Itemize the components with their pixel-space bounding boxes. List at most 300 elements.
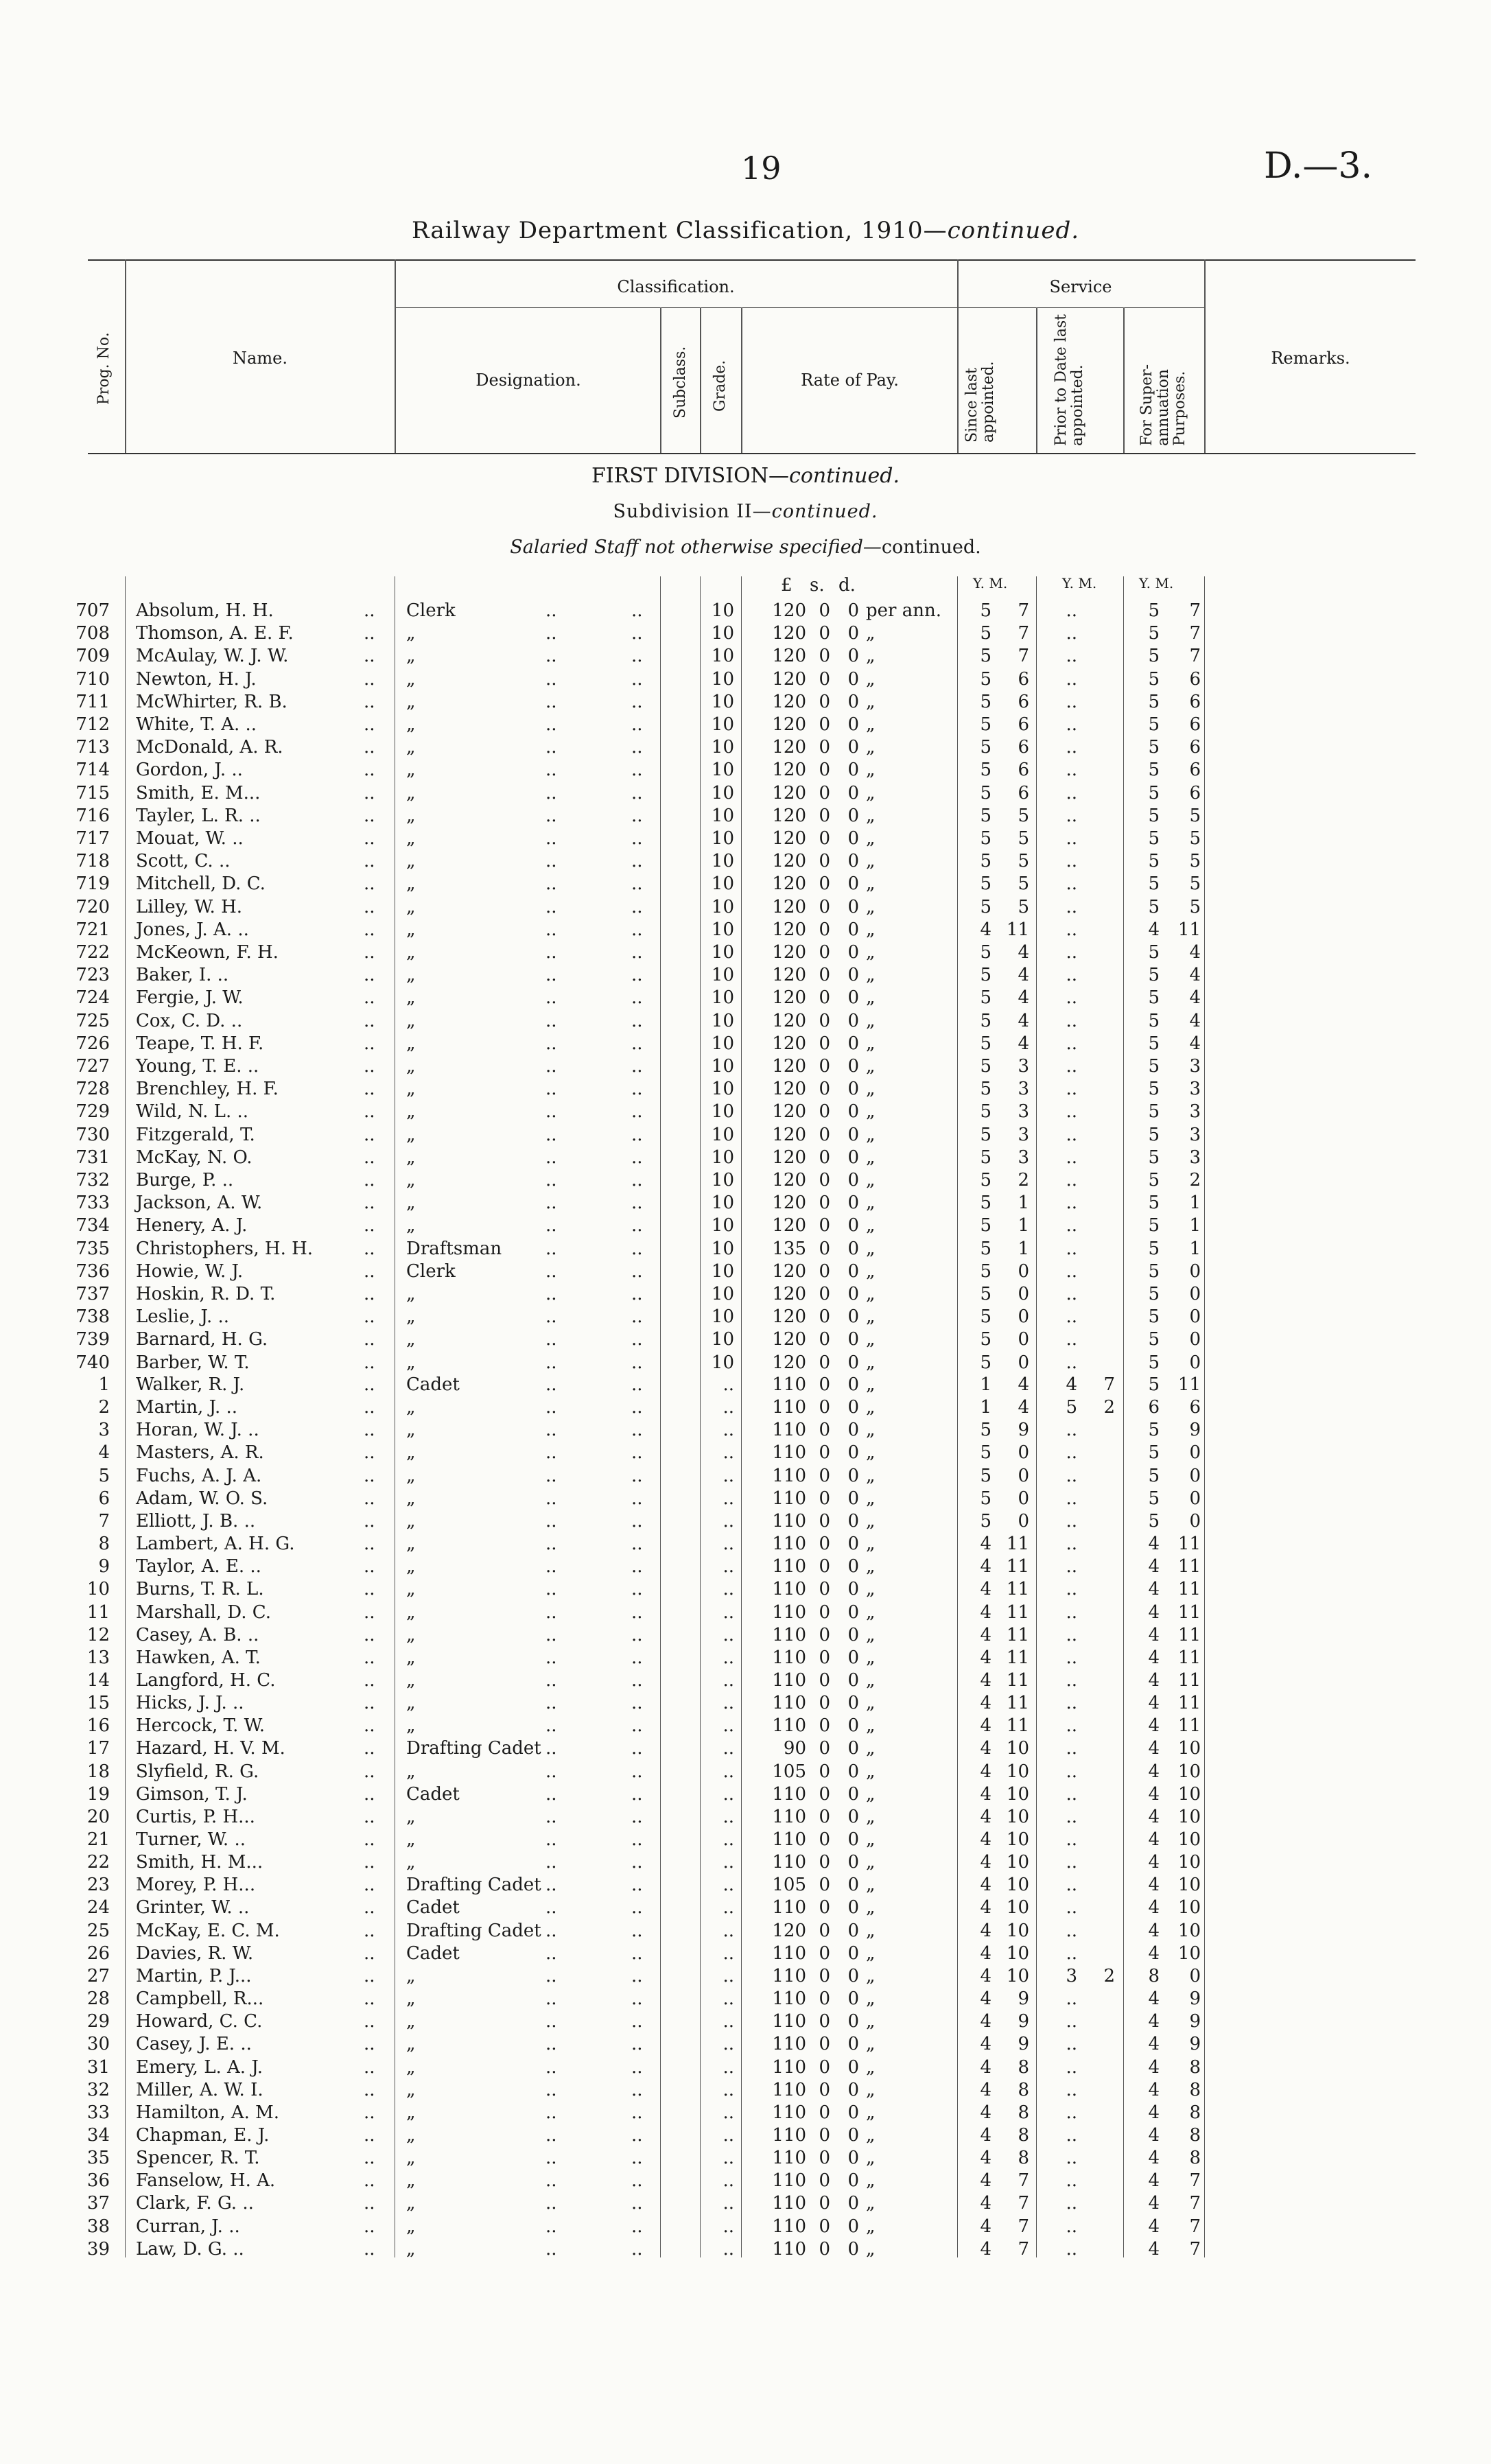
pay-shillings: 0	[819, 1761, 830, 1782]
super-years: 5	[1148, 965, 1160, 986]
super-months: 5	[1189, 828, 1201, 849]
prior-years: ..	[1066, 873, 1077, 895]
super-months: 4	[1189, 987, 1201, 1009]
pay-pounds: 120	[772, 691, 806, 712]
since-months: 0	[1018, 1329, 1029, 1350]
leader-dots: ..	[631, 1420, 643, 1441]
since-months: 8	[1018, 2102, 1029, 2123]
prior-years: ..	[1066, 1147, 1077, 1168]
employee-name: Casey, J. E. ..	[136, 2034, 252, 2055]
employee-name: Hoskin, R. D. T.	[136, 1284, 276, 1304]
since-years: 5	[980, 737, 991, 758]
title-main: Railway Department Classification, 1910—	[411, 217, 948, 244]
since-years: 4	[980, 2034, 991, 2055]
prior-years: ..	[1066, 1033, 1077, 1054]
leader-dots: ..	[545, 1488, 557, 1509]
pay-period: „	[866, 2124, 876, 2146]
pay-pounds: 120	[772, 1284, 806, 1304]
header-subclass: Subclass.	[672, 346, 689, 419]
pay-shillings: 0	[819, 1397, 830, 1418]
pay-pounds: 110	[772, 2011, 806, 2032]
pay-shillings: 0	[819, 1624, 830, 1645]
division-heading	[0, 464, 1491, 488]
table-row	[0, 2147, 1491, 2170]
pay-pounds: 110	[772, 1829, 806, 1850]
prior-years: ..	[1066, 1943, 1077, 1964]
pay-pence: 0	[847, 2124, 859, 2146]
prior-years: ..	[1066, 623, 1077, 644]
prior-years: ..	[1066, 1306, 1077, 1328]
pay-shillings: 0	[819, 1238, 830, 1259]
prog-number: 23	[86, 1875, 110, 1896]
since-months: 6	[1018, 737, 1029, 758]
leader-dots: ..	[631, 1806, 643, 1827]
since-months: 10	[1006, 1852, 1029, 1873]
pay-pence: 0	[847, 2216, 859, 2237]
prior-months: 7	[1103, 1374, 1115, 1395]
leader-dots: ..	[364, 1010, 375, 1031]
pay-period: „	[866, 1147, 876, 1168]
since-years: 5	[980, 1352, 991, 1373]
super-years: 4	[1148, 1579, 1160, 1600]
prog-number: 15	[86, 1693, 110, 1714]
prog-number: 30	[86, 2034, 110, 2055]
staff-label: Salaried Staff not otherwise specified—	[510, 537, 882, 558]
designation: „	[406, 1010, 416, 1031]
pay-pounds: 120	[772, 1920, 806, 1941]
leader-dots: ..	[364, 1193, 375, 1214]
table-row	[0, 919, 1491, 941]
header-remarks: Remarks.	[1271, 349, 1350, 368]
pay-period: „	[866, 668, 876, 690]
since-years: 4	[980, 919, 991, 940]
since-months: 6	[1018, 782, 1029, 803]
leader-dots: ..	[545, 668, 557, 690]
designation: „	[406, 1193, 416, 1214]
super-years: 4	[1148, 1647, 1160, 1668]
since-months: 7	[1018, 2193, 1029, 2214]
prior-years: ..	[1066, 2170, 1077, 2192]
employee-name: Miller, A. W. I.	[136, 2079, 263, 2100]
leader-dots: ..	[631, 1465, 643, 1486]
pay-pounds: 110	[772, 1465, 806, 1486]
leader-dots: ..	[631, 623, 643, 644]
since-months: 10	[1006, 1920, 1029, 1941]
super-months: 10	[1177, 1897, 1201, 1919]
since-years: 5	[980, 1124, 991, 1145]
designation: „	[406, 873, 416, 895]
unit-pence: d.	[838, 575, 856, 596]
prior-years: ..	[1066, 2011, 1077, 2032]
pay-period: „	[866, 805, 876, 826]
leader-dots: ..	[545, 1738, 557, 1759]
since-years: 4	[980, 1852, 991, 1873]
table-row	[0, 850, 1491, 873]
prog-number: 735	[75, 1238, 110, 1259]
pay-period: „	[866, 2170, 876, 2192]
super-months: 7	[1189, 2216, 1201, 2237]
pay-period: „	[866, 1442, 876, 1464]
employee-name: Martin, P. J...	[136, 1965, 252, 1986]
since-months: 2	[1018, 1170, 1029, 1190]
since-years: 5	[980, 1465, 991, 1486]
super-years: 5	[1148, 1284, 1160, 1304]
pay-period: „	[866, 1875, 876, 1896]
leader-dots: ..	[545, 2216, 557, 2237]
grade: 10	[711, 1056, 734, 1077]
pay-period: „	[866, 1920, 876, 1941]
since-months: 11	[1006, 1693, 1029, 1714]
prog-number: 714	[75, 760, 110, 781]
prior-years: ..	[1066, 1556, 1077, 1577]
since-months: 3	[1018, 1147, 1029, 1168]
grade: ..	[723, 1875, 734, 1896]
since-years: 4	[980, 1647, 991, 1668]
table-row	[0, 1374, 1491, 1396]
super-months: 9	[1189, 2034, 1201, 2055]
pay-pence: 0	[847, 2148, 859, 2169]
table-row	[0, 1124, 1491, 1147]
since-years: 5	[980, 782, 991, 803]
pay-shillings: 0	[819, 828, 830, 849]
designation: „	[406, 1329, 416, 1350]
pay-shillings: 0	[819, 919, 830, 940]
since-months: 0	[1018, 1465, 1029, 1486]
designation: „	[406, 1806, 416, 1827]
pay-pence: 0	[847, 1965, 859, 1986]
prior-years: ..	[1066, 1852, 1077, 1873]
pay-pence: 0	[847, 737, 859, 758]
leader-dots: ..	[364, 1260, 375, 1282]
leader-dots: ..	[631, 1852, 643, 1873]
pay-shillings: 0	[819, 737, 830, 758]
pay-pence: 0	[847, 668, 859, 690]
pay-shillings: 0	[819, 1442, 830, 1464]
super-years: 4	[1148, 2034, 1160, 2055]
since-months: 3	[1018, 1056, 1029, 1077]
super-months: 9	[1189, 1988, 1201, 2010]
designation: „	[406, 1829, 416, 1850]
super-years: 4	[1148, 2056, 1160, 2078]
table-row	[0, 1260, 1491, 1283]
since-months: 6	[1018, 714, 1029, 735]
since-years: 5	[980, 1147, 991, 1168]
pay-shillings: 0	[819, 1284, 830, 1304]
pay-pence: 0	[847, 782, 859, 803]
pay-period: „	[866, 1647, 876, 1668]
pay-period: „	[866, 1284, 876, 1304]
prog-number: 734	[75, 1215, 110, 1236]
leader-dots: ..	[545, 2056, 557, 2078]
pay-pounds: 110	[772, 2216, 806, 2237]
since-years: 4	[980, 1556, 991, 1577]
grade: 10	[711, 1284, 734, 1304]
designation: „	[406, 1420, 416, 1441]
since-years: 5	[980, 896, 991, 917]
pay-shillings: 0	[819, 1352, 830, 1373]
since-months: 0	[1018, 1260, 1029, 1282]
pay-pence: 0	[847, 1897, 859, 1919]
super-years: 4	[1148, 2148, 1160, 2169]
employee-name: Tayler, L. R. ..	[136, 805, 261, 826]
employee-name: McKay, E. C. M.	[136, 1920, 280, 1941]
designation: Cadet	[406, 1943, 460, 1964]
since-months: 0	[1018, 1488, 1029, 1509]
super-years: 4	[1148, 2079, 1160, 2100]
super-years: 5	[1148, 1124, 1160, 1145]
since-years: 4	[980, 1669, 991, 1691]
leader-dots: ..	[545, 1829, 557, 1850]
leader-dots: ..	[364, 1056, 375, 1077]
pay-pence: 0	[847, 600, 859, 621]
since-years: 5	[980, 1079, 991, 1100]
prog-number: 36	[86, 2170, 110, 2192]
table-row	[0, 805, 1491, 828]
super-months: 3	[1189, 1124, 1201, 1145]
designation: Drafting Cadet	[406, 1875, 541, 1896]
table-row	[0, 1510, 1491, 1533]
leader-dots: ..	[545, 646, 557, 667]
super-months: 8	[1189, 2102, 1201, 2123]
super-years: 5	[1148, 1056, 1160, 1077]
leader-dots: ..	[545, 1647, 557, 1668]
grade: 10	[711, 646, 734, 667]
pay-pence: 0	[847, 1124, 859, 1145]
employee-name: Wild, N. L. ..	[136, 1101, 249, 1123]
since-months: 5	[1018, 828, 1029, 849]
pay-period: „	[866, 2011, 876, 2032]
pay-shillings: 0	[819, 1806, 830, 1827]
pay-pence: 0	[847, 1488, 859, 1509]
super-months: 5	[1189, 851, 1201, 872]
prog-number: 21	[86, 1829, 110, 1850]
pay-pence: 0	[847, 1920, 859, 1941]
pay-pence: 0	[847, 2034, 859, 2055]
prior-years: ..	[1066, 828, 1077, 849]
designation: „	[406, 714, 416, 735]
leader-dots: ..	[631, 1033, 643, 1054]
leader-dots: ..	[545, 1033, 557, 1054]
pay-pounds: 120	[772, 919, 806, 940]
employee-name: Law, D. G. ..	[136, 2238, 244, 2260]
leader-dots: ..	[545, 1715, 557, 1737]
grade: 10	[711, 782, 734, 803]
pay-shillings: 0	[819, 691, 830, 712]
grade: ..	[723, 1920, 734, 1941]
table-row	[0, 1055, 1491, 1078]
leader-dots: ..	[545, 919, 557, 940]
super-months: 11	[1177, 1601, 1201, 1623]
leader-dots: ..	[545, 1352, 557, 1373]
pay-shillings: 0	[819, 782, 830, 803]
prog-number: 717	[75, 828, 110, 849]
prior-years: 5	[1066, 1397, 1077, 1418]
leader-dots: ..	[631, 1783, 643, 1805]
pay-period: „	[866, 714, 876, 735]
super-years: 4	[1148, 1806, 1160, 1827]
super-years: 4	[1148, 1875, 1160, 1896]
leader-dots: ..	[545, 1260, 557, 1282]
since-months: 11	[1006, 1669, 1029, 1691]
leader-dots: ..	[545, 1897, 557, 1919]
employee-name: Burge, P. ..	[136, 1170, 234, 1190]
leader-dots: ..	[631, 2170, 643, 2192]
super-months: 6	[1189, 760, 1201, 781]
pay-shillings: 0	[819, 1556, 830, 1577]
prior-years: ..	[1066, 1488, 1077, 1509]
table-row	[0, 1624, 1491, 1647]
designation: „	[406, 2011, 416, 2032]
prog-number: 28	[86, 1988, 110, 2010]
super-years: 4	[1148, 1783, 1160, 1805]
employee-name: Mitchell, D. C.	[136, 873, 266, 895]
super-months: 0	[1189, 1352, 1201, 1373]
designation: „	[406, 1101, 416, 1123]
employee-name: McKeown, F. H.	[136, 942, 279, 963]
pay-period: „	[866, 1738, 876, 1759]
leader-dots: ..	[364, 873, 375, 895]
pay-period: „	[866, 2148, 876, 2169]
since-months: 9	[1018, 2034, 1029, 2055]
designation: „	[406, 1465, 416, 1486]
pay-period: „	[866, 1624, 876, 1645]
designation: „	[406, 828, 416, 849]
leader-dots: ..	[545, 1397, 557, 1418]
employee-name: Newton, H. J.	[136, 668, 257, 690]
leader-dots: ..	[545, 1442, 557, 1464]
super-months: 7	[1189, 646, 1201, 667]
since-years: 4	[980, 1920, 991, 1941]
grade: ..	[723, 2193, 734, 2214]
prior-years: ..	[1066, 1170, 1077, 1190]
pay-pounds: 120	[772, 1260, 806, 1282]
pay-shillings: 0	[819, 1465, 830, 1486]
since-months: 11	[1006, 1647, 1029, 1668]
designation: „	[406, 1124, 416, 1145]
since-months: 4	[1018, 1374, 1029, 1395]
since-months: 7	[1018, 2216, 1029, 2237]
pay-pence: 0	[847, 1033, 859, 1054]
pay-shillings: 0	[819, 714, 830, 735]
prog-number: 718	[75, 851, 110, 872]
since-months: 5	[1018, 851, 1029, 872]
leader-dots: ..	[631, 1943, 643, 1964]
grade: ..	[723, 1510, 734, 1532]
pay-pounds: 120	[772, 851, 806, 872]
pay-pounds: 110	[772, 1601, 806, 1623]
pay-pence: 0	[847, 1693, 859, 1714]
since-months: 6	[1018, 760, 1029, 781]
since-years: 4	[980, 1943, 991, 1964]
pay-shillings: 0	[819, 2216, 830, 2237]
pay-period: „	[866, 919, 876, 940]
pay-shillings: 0	[819, 2079, 830, 2100]
designation: „	[406, 1715, 416, 1737]
leader-dots: ..	[364, 1510, 375, 1532]
leader-dots: ..	[545, 1284, 557, 1304]
leader-dots: ..	[631, 714, 643, 735]
prog-number: 710	[75, 668, 110, 690]
table-row	[0, 2079, 1491, 2102]
prior-years: ..	[1066, 1715, 1077, 1737]
leader-dots: ..	[364, 1897, 375, 1919]
designation: „	[406, 1965, 416, 1986]
table-row	[0, 1920, 1491, 1943]
pay-shillings: 0	[819, 1715, 830, 1737]
leader-dots: ..	[545, 851, 557, 872]
pay-period: „	[866, 2079, 876, 2100]
employee-name: Smith, H. M...	[136, 1852, 263, 1873]
leader-dots: ..	[545, 2079, 557, 2100]
title-suffix: continued.	[947, 217, 1080, 244]
super-months: 3	[1189, 1056, 1201, 1077]
leader-dots: ..	[364, 1397, 375, 1418]
leader-dots: ..	[631, 1988, 643, 2010]
pay-pounds: 110	[772, 2238, 806, 2260]
table-row	[0, 2238, 1491, 2261]
grade: 10	[711, 691, 734, 712]
header-grade: Grade.	[712, 360, 729, 412]
pay-pence: 0	[847, 1624, 859, 1645]
pay-period: „	[866, 1579, 876, 1600]
prior-years: ..	[1066, 919, 1077, 940]
prog-number: 729	[75, 1101, 110, 1123]
pay-pence: 0	[847, 851, 859, 872]
since-years: 5	[980, 1193, 991, 1214]
prog-number: 722	[75, 942, 110, 963]
super-months: 11	[1177, 1624, 1201, 1645]
pay-shillings: 0	[819, 1101, 830, 1123]
designation: „	[406, 668, 416, 690]
pay-shillings: 0	[819, 1693, 830, 1714]
table-row	[0, 736, 1491, 759]
super-years: 4	[1148, 1897, 1160, 1919]
grade: ..	[723, 1715, 734, 1737]
prog-number: 713	[75, 737, 110, 758]
leader-dots: ..	[364, 1806, 375, 1827]
grade: 10	[711, 1010, 734, 1031]
table-row	[0, 1215, 1491, 1237]
designation: „	[406, 896, 416, 917]
pay-period: „	[866, 1488, 876, 1509]
table-row	[0, 1352, 1491, 1374]
since-years: 5	[980, 691, 991, 712]
leader-dots: ..	[631, 2238, 643, 2260]
pay-pence: 0	[847, 623, 859, 644]
pay-pounds: 110	[772, 2193, 806, 2214]
leader-dots: ..	[364, 2193, 375, 2214]
since-months: 11	[1006, 919, 1029, 940]
grade: ..	[723, 2034, 734, 2055]
leader-dots: ..	[364, 1624, 375, 1645]
designation: „	[406, 623, 416, 644]
prior-years: ..	[1066, 1284, 1077, 1304]
leader-dots: ..	[631, 851, 643, 872]
prog-number: 11	[86, 1601, 110, 1623]
pay-pence: 0	[847, 1284, 859, 1304]
prog-number: 727	[75, 1056, 110, 1077]
designation: „	[406, 1761, 416, 1782]
pay-pence: 0	[847, 1442, 859, 1464]
prog-number: 22	[86, 1852, 110, 1873]
employee-name: Young, T. E. ..	[136, 1056, 259, 1077]
prior-years: ..	[1066, 1875, 1077, 1896]
leader-dots: ..	[364, 851, 375, 872]
pay-shillings: 0	[819, 1193, 830, 1214]
super-years: 5	[1148, 873, 1160, 895]
since-years: 4	[980, 1988, 991, 2010]
leader-dots: ..	[364, 1601, 375, 1623]
